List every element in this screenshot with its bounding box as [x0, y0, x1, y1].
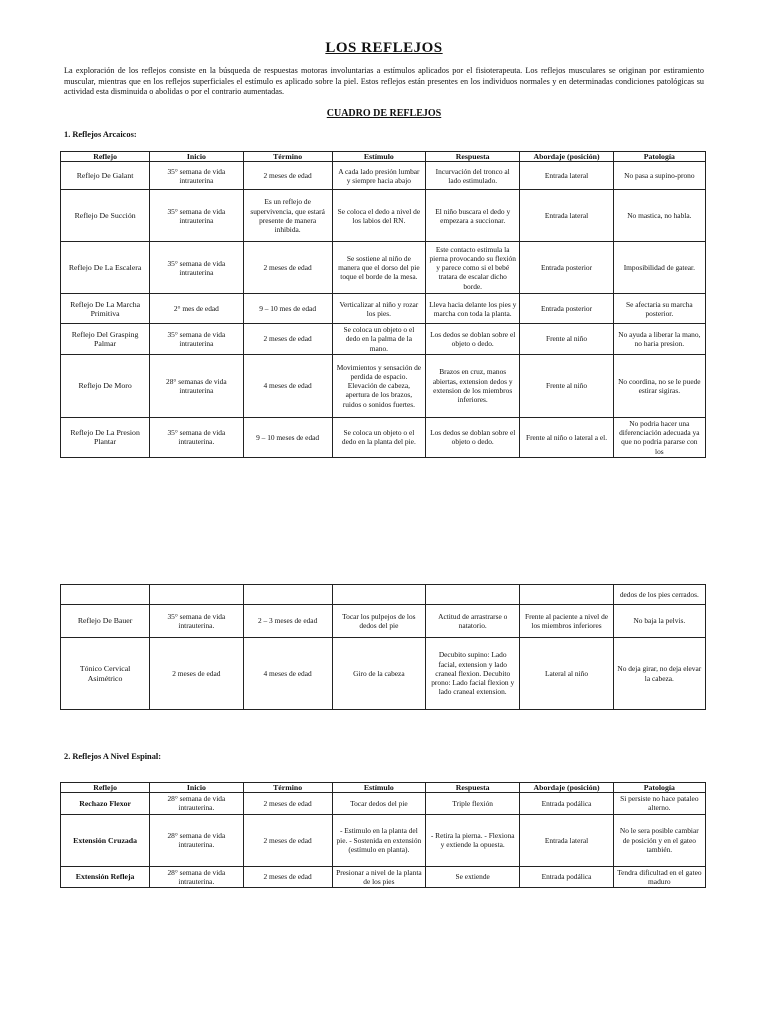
table-row — [61, 866, 706, 887]
table-cell: Se afectaria su marcha posterior. — [613, 294, 705, 324]
reflex-name-cell: Reflejo De La Marcha Primitiva — [61, 294, 150, 324]
table-cell: dedos de los pies cerrados. — [613, 585, 705, 605]
table-cell: Se sostiene al niño de manera que el dorso del pie toque el borde de la mesa. — [332, 242, 425, 294]
table-cell: 35° semana de vida intrauterina. — [150, 417, 243, 457]
column-header: Inicio — [150, 783, 243, 793]
table-cell: Lateral al niño — [520, 638, 613, 710]
table-cell: Se extiende — [426, 866, 520, 887]
table-row — [61, 814, 706, 866]
reflex-name-cell: Reflejo De La Escalera — [61, 242, 150, 294]
reflex-name-cell: Reflejo De Galant — [61, 162, 150, 190]
table-cell: 28° semana de vida intrauterina. — [150, 814, 243, 866]
table-cell: No ayuda a liberar la mano, no haria presion. — [613, 324, 705, 355]
table-cell: Frente al paciente a nivel de los miembros inferiores — [520, 605, 613, 638]
table-cell: 2 meses de edad — [243, 242, 332, 294]
table-cell: Frente al niño — [520, 324, 613, 355]
table-row — [61, 354, 706, 417]
table-cell: Entrada posterior — [520, 294, 613, 324]
table-row — [61, 417, 706, 457]
column-header: Abordaje (posición) — [520, 152, 613, 162]
table-cell: 28° semanas de vida intrauterina — [150, 354, 243, 417]
table-cell: Movimientos y sensación de perdida de espacio. Elevación de cabeza, apertura de los brazos, ruidos o sonidos fuertes. — [332, 354, 425, 417]
table-cell: 28° semana de vida intrauterina. — [150, 793, 243, 814]
table-header-row — [61, 783, 706, 793]
table-cell: 2° mes de edad — [150, 294, 243, 324]
table-cell: No deja girar, no deja elevar la cabeza. — [613, 638, 705, 710]
column-header: Término — [243, 783, 332, 793]
table-cell: Si persiste no hace pataleo alterno. — [613, 793, 705, 814]
table-cell: Los dedos se doblan sobre el objeto o dedo. — [426, 417, 520, 457]
table-cell: Verticalizar al niño y rozar los pies. — [332, 294, 425, 324]
column-header: Abordaje (posición) — [520, 783, 613, 793]
table-cell: Triple flexión — [426, 793, 520, 814]
table-cell: Entrada lateral — [520, 814, 613, 866]
table-cell: Los dedos se doblan sobre el objeto o dedo. — [426, 324, 520, 355]
page-title: LOS REFLEJOS — [325, 40, 443, 56]
table-row — [61, 585, 706, 605]
table-cell: Es un reflejo de supervivencia, que estará presente de manera inhibida. — [243, 190, 332, 242]
table-cell: 2 meses de edad — [243, 324, 332, 355]
table-cell: Tendra dificultad en el gateo maduro — [613, 866, 705, 887]
reflex-name-cell: Tónico Cervical Asimétrico — [61, 638, 150, 710]
reflex-name-cell: Rechazo Flexor — [61, 793, 150, 814]
reflex-name-cell: Reflejo Del Grasping Palmar — [61, 324, 150, 355]
table-row — [61, 638, 706, 710]
table-cell: Actitud de arrastrarse o natatorio. — [426, 605, 520, 638]
table-cell: No le sera posible cambiar de posición y en el gateo también. — [613, 814, 705, 866]
table-cell: Este contacto estimula la pierna provocando su flexión y parece como si el bebé tratara de escalar dicho borde. — [426, 242, 520, 294]
table-cell: Incurvación del tronco al lado estimulado. — [426, 162, 520, 190]
table-cell: Entrada podálica — [520, 793, 613, 814]
section-heading-arcaicos: 1. Reflejos Arcaicos: — [64, 130, 137, 139]
reflex-name-cell: Reflejo De Bauer — [61, 605, 150, 638]
table-cell: 2 meses de edad — [243, 162, 332, 190]
reflex-table-arcaicos-continued — [60, 584, 706, 710]
table-cell: Tocar los pulpejos de los dedos del pie — [332, 605, 425, 638]
table-cell: 35° semana de vida intrauterina — [150, 162, 243, 190]
table-cell: A cada lado presión lumbar y siempre hacia abajo — [332, 162, 425, 190]
column-header: Reflejo — [61, 152, 150, 162]
table-cell: 35° semana de vida intrauterina — [150, 242, 243, 294]
table-cell: 2 meses de edad — [243, 814, 332, 866]
column-header: Patología — [613, 152, 705, 162]
table-cell: 9 – 10 mes de edad — [243, 294, 332, 324]
intro-paragraph: La exploración de los reflejos consiste en la búsqueda de respuestas motoras involuntarias a estímulos aplicados por el fisioterapeuta. Los reflejos musculares se originan por estiramiento muscular, mientras que en los reflejos superficiales el estímulo es aplicado sobre la piel. Estos reflejos están presentes en los individuos normales y en determinadas condiciones patológicas su actividad esta disminuida o abolidas o por el contrario aumentadas. — [64, 66, 704, 97]
column-header: Estímulo — [332, 152, 425, 162]
table-header-row — [61, 152, 706, 162]
table-cell: Se coloca el dedo a nivel de los labios del RN. — [332, 190, 425, 242]
table-cell: 2 – 3 meses de edad — [243, 605, 332, 638]
column-header: Respuesta — [426, 152, 520, 162]
table-cell: No podria hacer una diferenciación adecuada ya que no podria pararse con los — [613, 417, 705, 457]
reflex-name-cell: Reflejo De Succión — [61, 190, 150, 242]
table-row — [61, 324, 706, 355]
table-cell: 2 meses de edad — [150, 638, 243, 710]
table-cell: Entrada lateral — [520, 190, 613, 242]
table-cell: Frente al niño o lateral a el. — [520, 417, 613, 457]
table-cell: No baja la pelvis. — [613, 605, 705, 638]
table-cell: No mastica, no habla. — [613, 190, 705, 242]
section-heading-espinal: 2. Reflejos A Nivel Espinal: — [64, 752, 162, 761]
table-row — [61, 793, 706, 814]
table-cell: Tocar dedos del pie — [332, 793, 425, 814]
reflex-name-cell: Reflejo De La Presion Plantar — [61, 417, 150, 457]
column-header: Término — [243, 152, 332, 162]
table-row — [61, 294, 706, 324]
column-header: Respuesta — [426, 783, 520, 793]
table-cell: Giro de la cabeza — [332, 638, 425, 710]
table-cell: 35° semana de vida intrauterina — [150, 324, 243, 355]
table-cell: No pasa a supino-prono — [613, 162, 705, 190]
table-cell: - Retira la pierna. - Flexiona y extiende la opuesta. — [426, 814, 520, 866]
reflex-table-arcaicos — [60, 151, 706, 458]
table-cell: 4 meses de edad — [243, 354, 332, 417]
table-row — [61, 190, 706, 242]
table-cell: 35° semana de vida intrauterina. — [150, 605, 243, 638]
column-header: Reflejo — [61, 783, 150, 793]
reflex-name-cell: Reflejo De Moro — [61, 354, 150, 417]
table-cell: - Estimulo en la planta del pie. - Sostenida en extensión (estímulo en planta). — [332, 814, 425, 866]
column-header: Estímulo — [332, 783, 425, 793]
table-row — [61, 162, 706, 190]
table-cell: 2 meses de edad — [243, 866, 332, 887]
table-cell: 9 – 10 meses de edad — [243, 417, 332, 457]
reflex-name-cell: Extensión Refleja — [61, 866, 150, 887]
table-cell: Brazos en cruz, manos abiertas, extension dedos y extension de los miembros inferiores. — [426, 354, 520, 417]
table-cell: Se coloca un objeto o el dedo en la planta del pie. — [332, 417, 425, 457]
table-subtitle: CUADRO DE REFLEJOS — [326, 108, 442, 119]
table-cell: 2 meses de edad — [243, 793, 332, 814]
table-cell: Presionar a nivel de la planta de los pies — [332, 866, 425, 887]
table-cell: Decubito supino: Lado facial, extension y lado craneal flexion. Decubito prono: Lado facial flexion y lado craneal extension. — [426, 638, 520, 710]
table-cell: Entrada podálica — [520, 866, 613, 887]
table-cell: Frente al niño — [520, 354, 613, 417]
column-header: Inicio — [150, 152, 243, 162]
table-row — [61, 242, 706, 294]
table-cell: 4 meses de edad — [243, 638, 332, 710]
column-header: Patología — [613, 783, 705, 793]
reflex-name-cell: Extensión Cruzada — [61, 814, 150, 866]
table-cell: 28° semana de vida intrauterina. — [150, 866, 243, 887]
table-cell: Lleva hacia delante los pies y marcha con toda la planta. — [426, 294, 520, 324]
reflex-table-espinal — [60, 782, 706, 888]
table-cell: Imposibilidad de gatear. — [613, 242, 705, 294]
table-cell: Entrada posterior — [520, 242, 613, 294]
table-row — [61, 605, 706, 638]
table-cell: 35° semana de vida intrauterina — [150, 190, 243, 242]
table-cell: Se coloca un objeto o el dedo en la palma de la mano. — [332, 324, 425, 355]
table-cell: No coordina, no se le puede estirar sigiras. — [613, 354, 705, 417]
table-cell: Entrada lateral — [520, 162, 613, 190]
table-cell: El niño buscara el dedo y empezara a succionar. — [426, 190, 520, 242]
